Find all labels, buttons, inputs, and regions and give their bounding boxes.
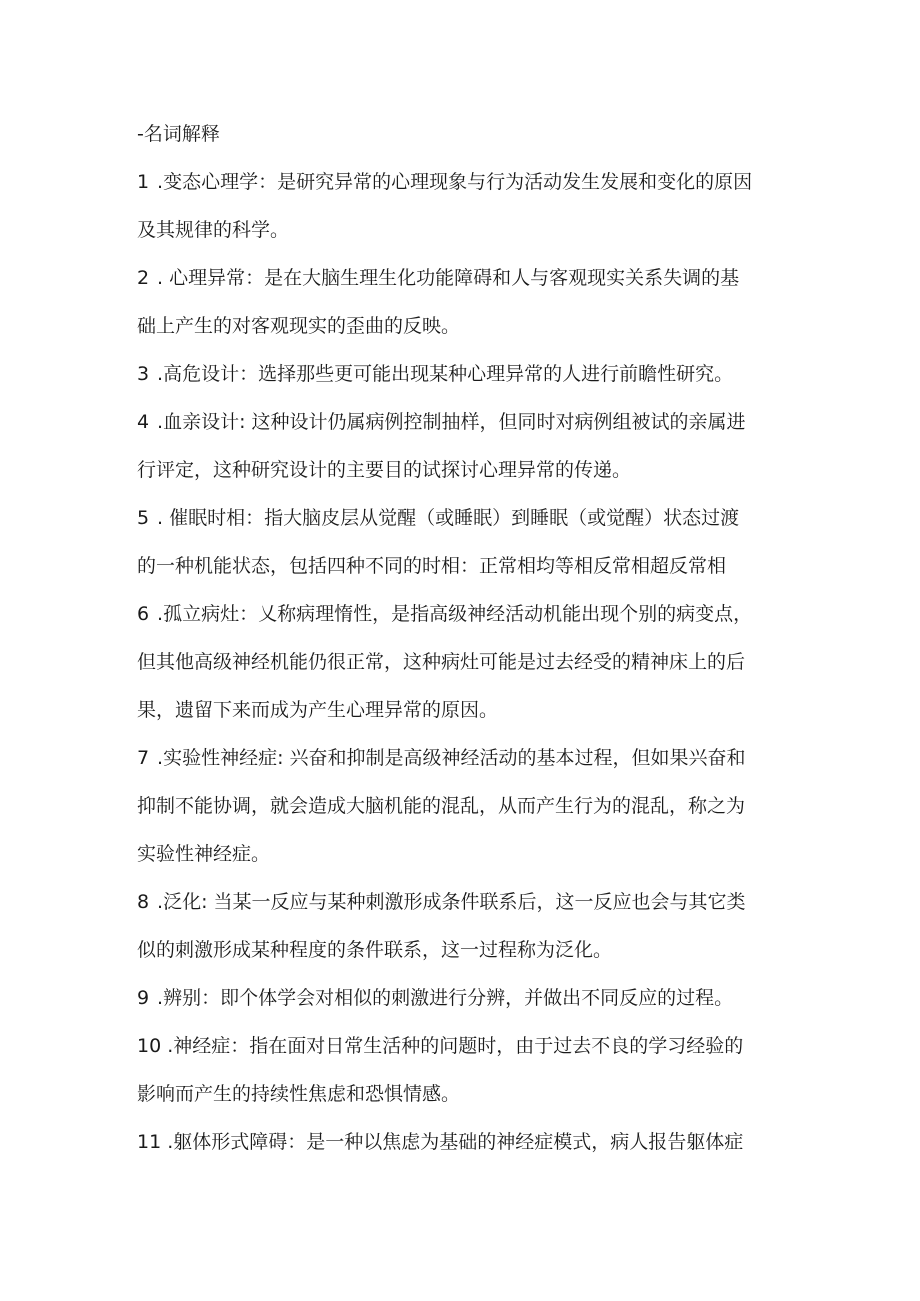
definition-line xyxy=(137,782,787,830)
definition-text: .血亲设计: 这种设计仍属病例控制抽样，但同时对病例组被试的亲属进 xyxy=(151,411,746,433)
definition-entry xyxy=(137,398,787,494)
definition-text: 实验性神经症。 xyxy=(137,843,271,865)
definition-line xyxy=(137,830,787,878)
entry-number: 1 xyxy=(137,171,150,193)
section-title: -名词解释 xyxy=(137,123,220,145)
definition-text: 及其规律的科学。 xyxy=(137,219,290,241)
definition-text: 果，遗留下来而成为产生心理异常的原因。 xyxy=(137,699,499,721)
definition-text: 础上产生的对客观现实的歪曲的反映。 xyxy=(137,315,461,337)
entry-number: 3 xyxy=(137,363,150,385)
definition-text: .躯体形式障碍：是一种以焦虑为基础的神经症模式，病人报告躯体症 xyxy=(161,1131,744,1153)
definition-text: 影响而产生的持续性焦虑和恐惧情感。 xyxy=(137,1083,461,1105)
entry-number: 6 xyxy=(137,603,150,625)
definition-line xyxy=(137,878,787,926)
definition-line xyxy=(137,734,787,782)
definition-line xyxy=(137,542,787,590)
definition-text: 的一种机能状态，包括四种不同的时相：正常相均等相反常相超反常相 xyxy=(137,555,727,577)
definition-line xyxy=(137,398,787,446)
definition-entry xyxy=(137,350,787,398)
definition-entry xyxy=(137,158,787,254)
entry-number: 9 xyxy=(137,987,150,1009)
entry-number: 2 xyxy=(137,267,150,289)
definition-list xyxy=(137,158,787,1166)
definition-line xyxy=(137,590,787,638)
definition-line xyxy=(137,1070,787,1118)
definition-entry xyxy=(137,974,787,1022)
definition-line xyxy=(137,974,787,1022)
definition-line xyxy=(137,350,787,398)
entry-number: 10 xyxy=(137,1035,162,1057)
definition-entry xyxy=(137,254,787,350)
definition-line xyxy=(137,302,787,350)
entry-number: 7 xyxy=(137,747,150,769)
definition-line xyxy=(137,206,787,254)
definition-text: . 催眠时相：指大脑皮层从觉醒（或睡眠）到睡眠（或觉醒）状态过渡 xyxy=(151,507,740,529)
definition-line xyxy=(137,638,787,686)
definition-text: 行评定，这种研究设计的主要目的试探讨心理异常的传递。 xyxy=(137,459,632,481)
definition-entry xyxy=(137,1118,787,1166)
entry-number: 8 xyxy=(137,891,150,913)
definition-text: . 心理异常：是在大脑生理生化功能障碍和人与客观现实关系失调的基 xyxy=(151,267,740,289)
definition-line xyxy=(137,158,787,206)
definition-line xyxy=(137,494,787,542)
definition-line xyxy=(137,686,787,734)
definition-text: 抑制不能协调，就会造成大脑机能的混乱，从而产生行为的混乱，称之为 xyxy=(137,795,746,817)
definition-line xyxy=(137,254,787,302)
definition-text: .神经症：指在面对日常生活种的问题时，由于过去不良的学习经验的 xyxy=(161,1035,744,1057)
definition-entry xyxy=(137,1022,787,1118)
definition-entry xyxy=(137,878,787,974)
definition-line xyxy=(137,926,787,974)
entry-number: 5 xyxy=(137,507,150,529)
definition-entry xyxy=(137,590,787,734)
entry-number: 4 xyxy=(137,411,150,433)
definition-text: .变态心理学：是研究异常的心理现象与行为活动发生发展和变化的原因 xyxy=(151,171,753,193)
definition-text: .孤立病灶：乂称病理惰性，是指高级神经活动机能出现个别的病变点， xyxy=(151,603,753,625)
definition-line xyxy=(137,1022,787,1070)
definition-line xyxy=(137,446,787,494)
definition-entry xyxy=(137,494,787,590)
definition-text: .高危设计：选择那些更可能出现某种心理异常的人进行前瞻性研究。 xyxy=(151,363,734,385)
definition-line xyxy=(137,1118,787,1166)
document-body xyxy=(137,110,787,1166)
definition-text: 但其他高级神经机能仍很正常，这种病灶可能是过去经受的精神床上的后 xyxy=(137,651,746,673)
definition-text: 似的刺激形成某种程度的条件联系，这一过程称为泛化。 xyxy=(137,939,613,961)
definition-text: .泛化: 当某一反应与某种刺激形成条件联系后，这一反应也会与其它类 xyxy=(151,891,746,913)
definition-entry xyxy=(137,734,787,878)
definition-text: .实验性神经症: 兴奋和抑制是高级神经活动的基本过程，但如果兴奋和 xyxy=(151,747,746,769)
entry-number: 11 xyxy=(137,1131,162,1153)
definition-text: .辨别：即个体学会对相似的刺激进行分辨，并做出不同反应的过程。 xyxy=(151,987,734,1009)
